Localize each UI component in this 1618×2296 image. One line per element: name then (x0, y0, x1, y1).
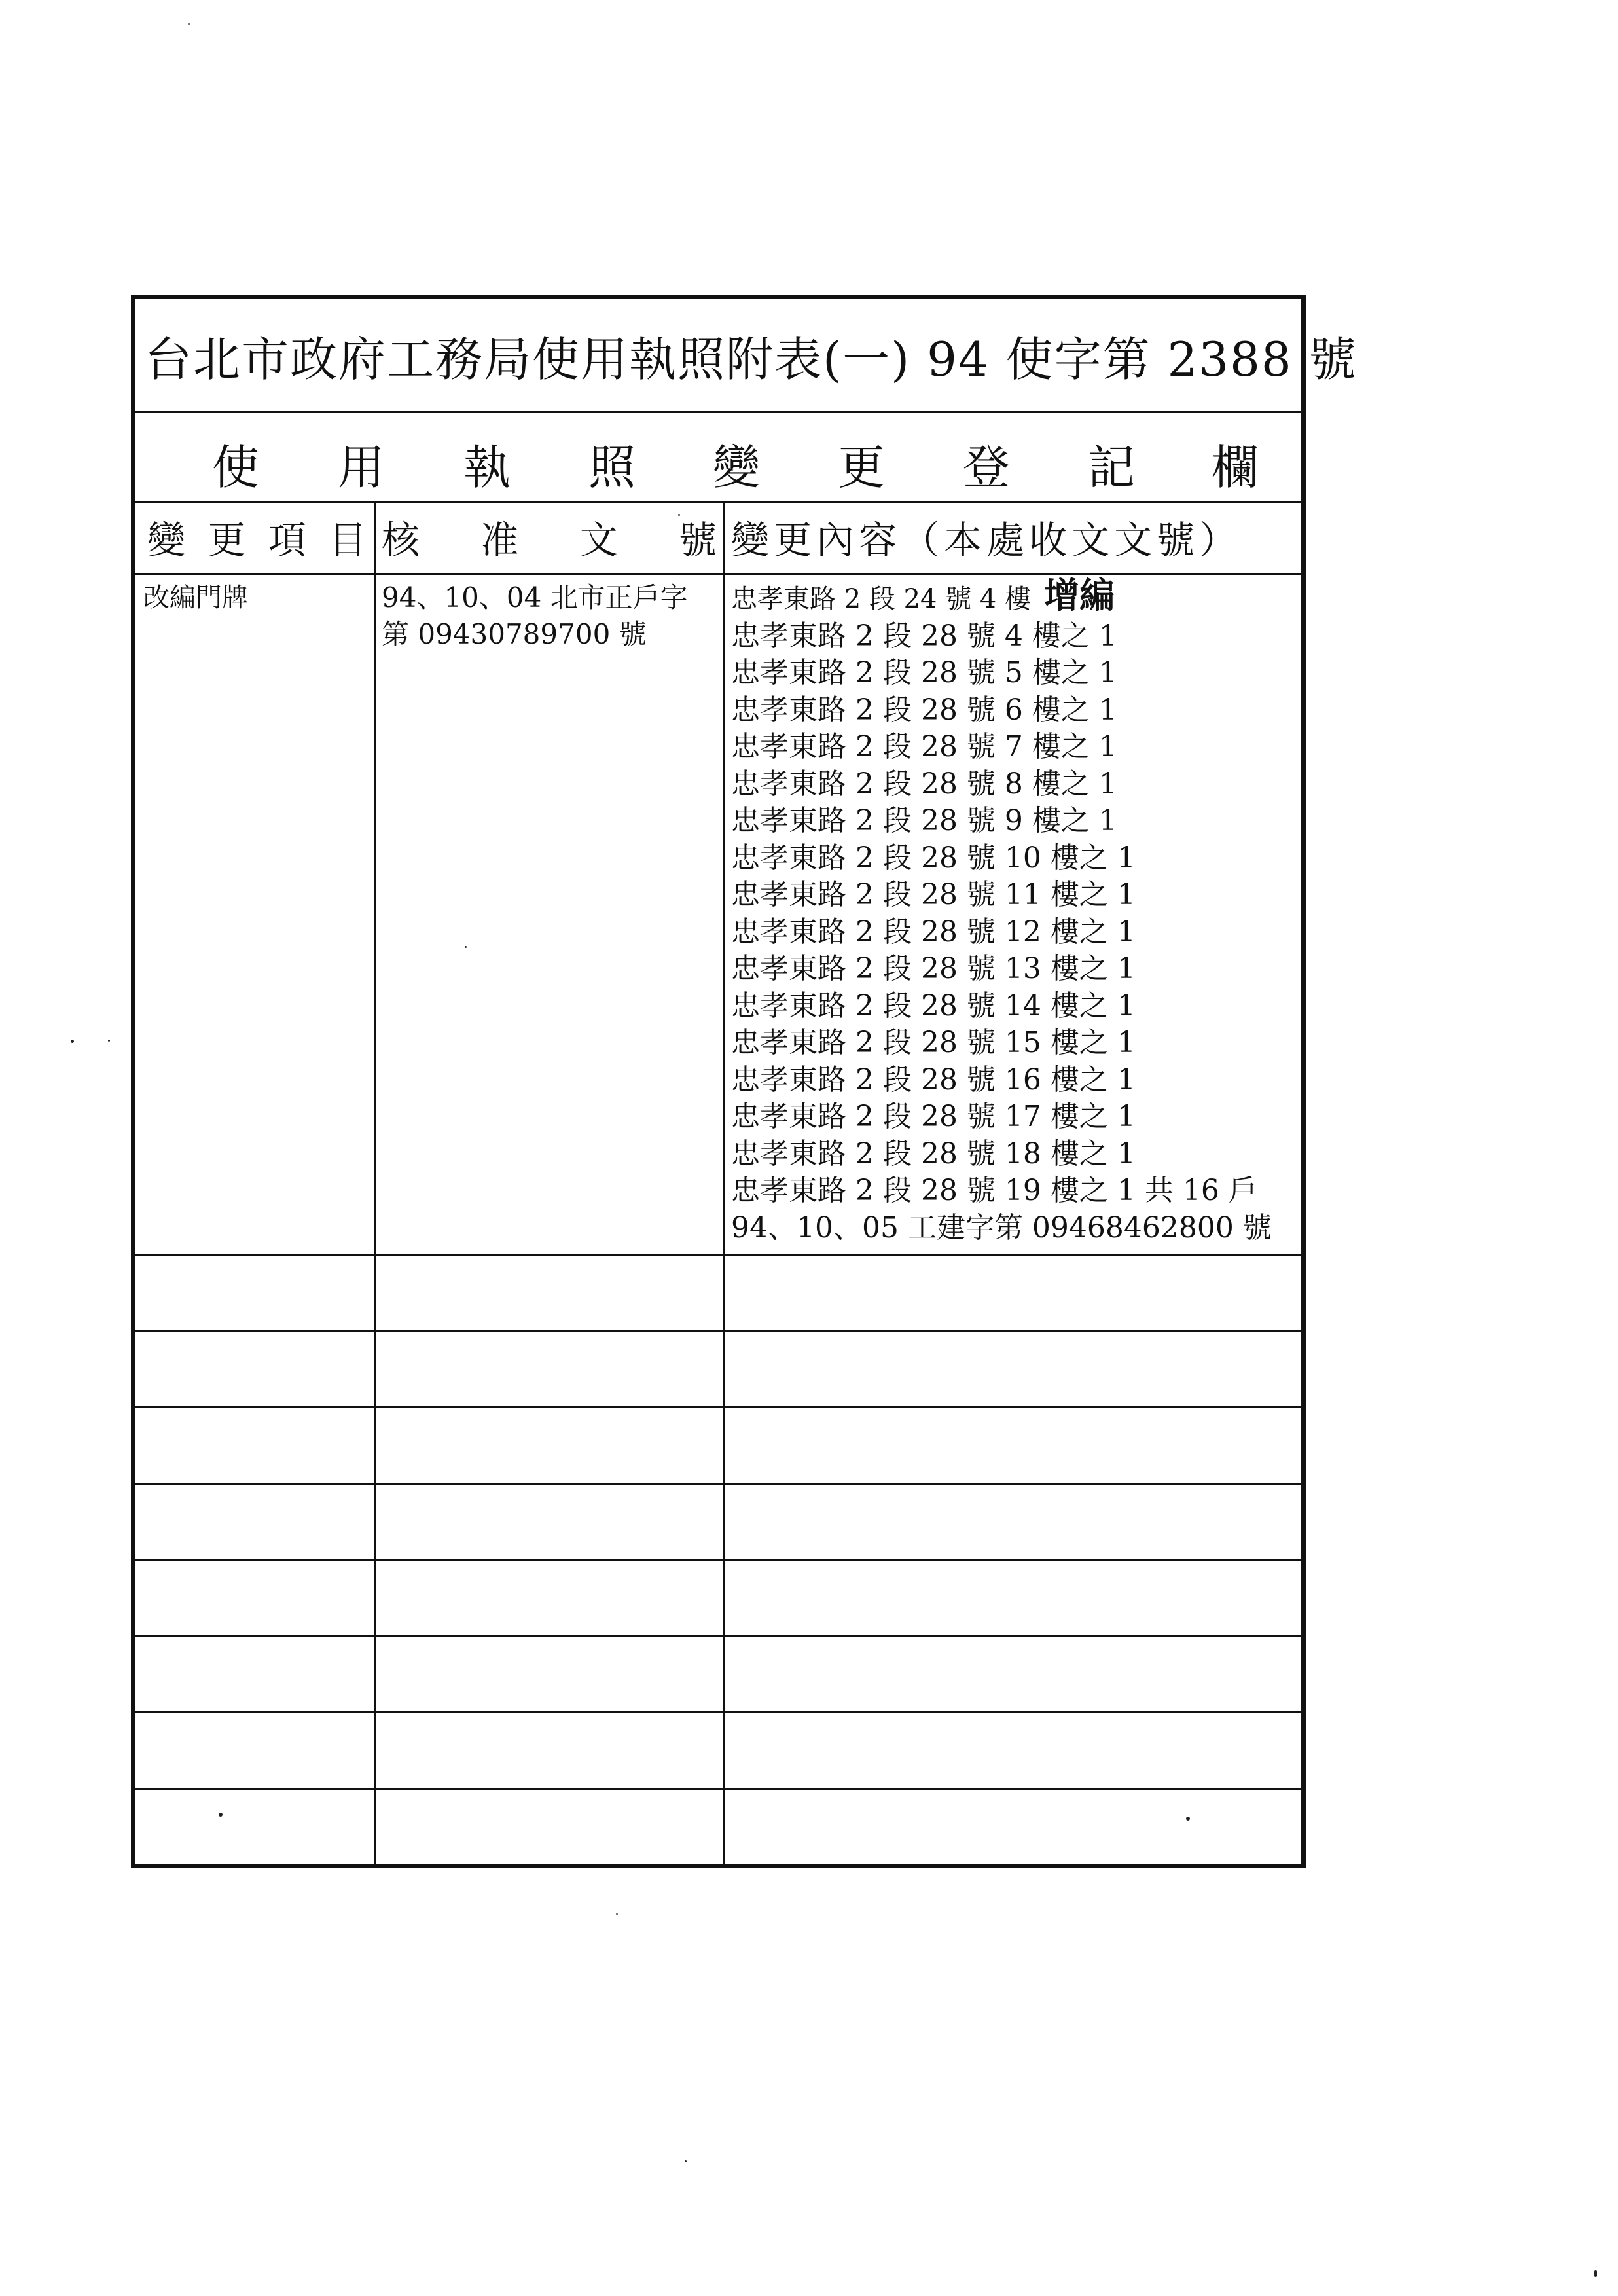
section-heading-char: 記 (1087, 440, 1135, 495)
scan-speck (465, 946, 467, 948)
change-content-line: 忠孝東路 2 段 28 號 14 樓之 1 (731, 989, 1136, 1023)
approval-doc-no-line: 第 09430789700 號 (382, 618, 647, 650)
header-divider (135, 573, 1301, 575)
scan-speck (678, 514, 680, 516)
change-content-line: 忠孝東路 2 段 28 號 8 樓之 1 (731, 767, 1117, 801)
row-divider (135, 1330, 1301, 1332)
scan-speck (616, 1913, 618, 1915)
scan-speck (108, 1040, 110, 1042)
change-content-line: 忠孝東路 2 段 28 號 12 樓之 1 (731, 915, 1136, 949)
change-content-line: 忠孝東路 2 段 28 號 15 樓之 1 (731, 1026, 1136, 1059)
address-text: 忠孝東路 2 段 24 號 4 樓 (731, 584, 1032, 614)
header-char: 號 (678, 518, 717, 562)
approval-doc-no-line: 94、10、04 北市正戶字 (382, 581, 688, 613)
header-change-content: 變更內容（本處收文文號） (731, 518, 1242, 562)
row-divider (135, 1711, 1301, 1713)
scan-speck (1594, 2270, 1597, 2277)
header-char: 變 (147, 518, 186, 562)
change-content-line (731, 574, 1272, 618)
header-char: 目 (328, 518, 367, 562)
row-divider (135, 1254, 1301, 1256)
header-char: 文 (579, 518, 618, 562)
section-heading-char: 照 (588, 440, 636, 495)
row-divider (135, 1788, 1301, 1790)
row-divider (135, 1483, 1301, 1485)
header-char: 項 (268, 518, 306, 562)
section-heading-char: 變 (712, 440, 760, 495)
change-content-line: 忠孝東路 2 段 28 號 7 樓之 1 (731, 730, 1117, 763)
section-heading-char: 更 (837, 440, 885, 495)
scan-speck (685, 2160, 687, 2162)
header-char: 核 (382, 518, 420, 562)
section-heading-char: 登 (962, 440, 1010, 495)
change-content-line: 忠孝東路 2 段 28 號 19 樓之 1 共 16 戶 (731, 1174, 1257, 1207)
change-content-line: 忠孝東路 2 段 28 號 5 樓之 1 (731, 656, 1117, 689)
header-char: 更 (207, 518, 246, 562)
scan-speck (71, 1040, 74, 1043)
approval-doc-no-cell (382, 579, 688, 653)
row-divider (135, 1406, 1301, 1408)
document-title: 台北市政府工務局使用執照附表(一) 94 使字第 2388 號 (145, 331, 1357, 387)
scan-speck (188, 23, 190, 25)
change-content-line: 忠孝東路 2 段 28 號 10 樓之 1 (731, 841, 1136, 875)
column-divider (723, 501, 725, 1868)
change-content-line: 忠孝東路 2 段 28 號 4 樓之 1 (731, 619, 1117, 653)
header-approval-doc-no (382, 501, 717, 573)
change-content-line: 94、10、05 工建字第 09468462800 號 (731, 1211, 1272, 1245)
form-frame (131, 295, 1357, 1868)
change-content-line: 忠孝東路 2 段 28 號 13 樓之 1 (731, 952, 1136, 985)
change-content-line: 忠孝東路 2 段 28 號 17 樓之 1 (731, 1100, 1136, 1133)
section-heading-char: 使 (211, 440, 259, 495)
section-heading-char: 執 (463, 440, 511, 495)
header-change-item (147, 501, 367, 573)
scan-speck (1186, 1817, 1190, 1821)
section-heading-char: 用 (337, 440, 385, 495)
title-row (135, 299, 1357, 413)
change-content-line: 忠孝東路 2 段 28 號 6 樓之 1 (731, 693, 1117, 727)
header-char: 准 (480, 518, 519, 562)
row-divider (135, 1635, 1301, 1637)
added-note: 增編 (1044, 574, 1115, 616)
change-register-table (135, 501, 1301, 1868)
change-content-line: 忠孝東路 2 段 28 號 11 樓之 1 (731, 878, 1136, 911)
scan-speck (219, 1813, 223, 1817)
section-heading (135, 411, 1301, 503)
change-content-cell (731, 574, 1272, 1247)
change-item-cell: 改編門牌 (143, 583, 248, 613)
change-content-line: 忠孝東路 2 段 28 號 9 樓之 1 (731, 804, 1117, 837)
column-divider (374, 501, 376, 1868)
change-content-line: 忠孝東路 2 段 28 號 18 樓之 1 (731, 1137, 1136, 1171)
change-content-line: 忠孝東路 2 段 28 號 16 樓之 1 (731, 1063, 1136, 1097)
row-divider (135, 1559, 1301, 1561)
section-heading-char: 欄 (1211, 440, 1259, 495)
